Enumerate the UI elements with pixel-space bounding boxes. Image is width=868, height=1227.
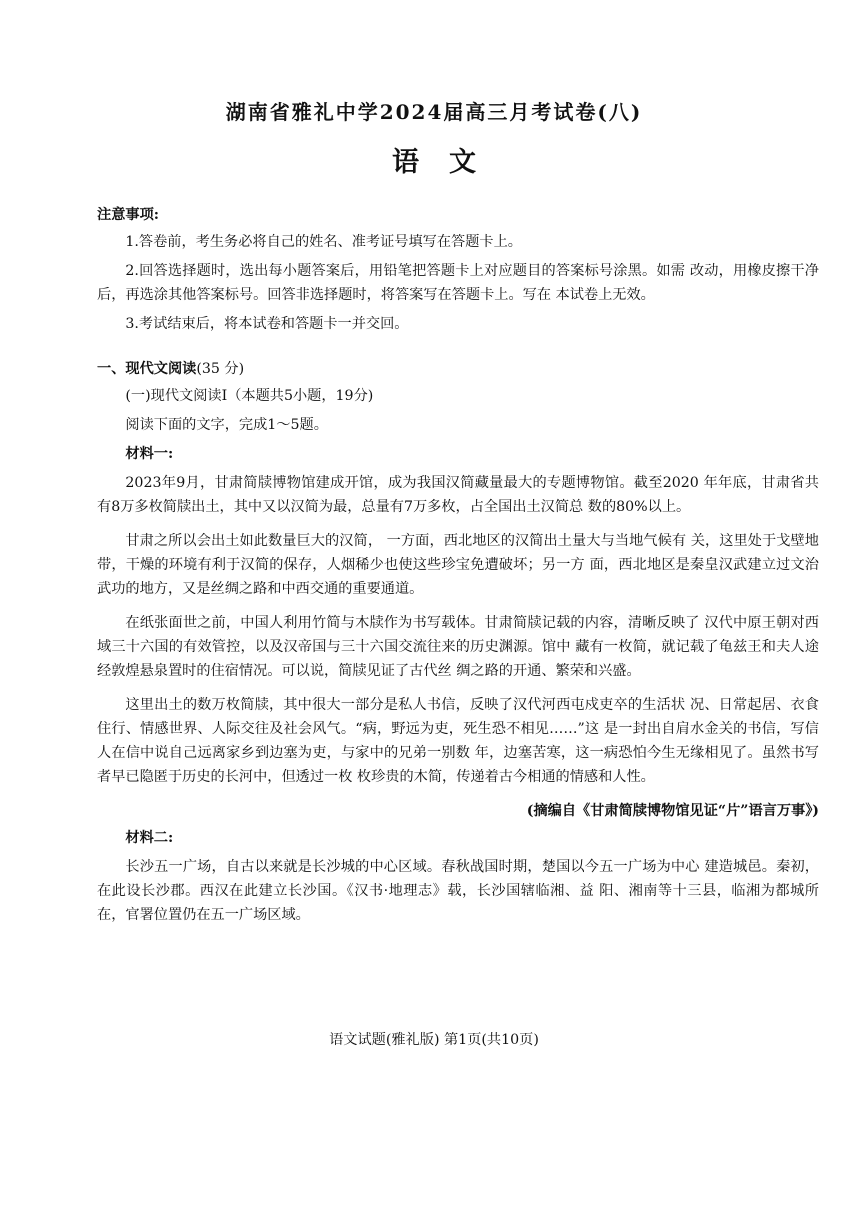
- exam-title: 湖南省雅礼中学2024届高三月考试卷(八): [225, 100, 643, 124]
- material1-paragraph: 甘肃之所以会出土如此数量巨大的汉简， 一方面，西北地区的汉简出土量大与当地气候有 关，这里处于戈壁地带，干燥的环境有利于汉简的保存，人烟稀少也使这些珍宝免遭破坏；另一方 面，西北地区是秦皇汉武建立过文治武功的地方，又是丝绸之路和中西交通的重要通道。: [97, 533, 819, 597]
- material2-heading: 材料二:: [125, 830, 174, 846]
- material1-paragraph: 这里出土的数万枚简牍，其中很大一部分是私人书信，反映了汉代河西屯戍吏卒的生活状 况、日常起居、衣食住行、情感世界、人际交往及社会风气。“病，野远为吏，死生恐不相见……”这 是一封出自肩水金关的书信，写信人在信中说自己远离家乡到边塞为吏，与家中的兄弟一别数 年，边塞苦寒，这一病恐怕今生无缘相见了。虽然书写者早已隐匿于历史的长河中，但透过一枚 枚珍贵的木简，传递着古今相通的情感和人性。: [97, 697, 819, 785]
- material1-paragraph: 2023年9月，甘肃简牍博物馆建成开馆，成为我国汉简藏量最大的专题博物馆。截至2020 年年底，甘肃省共有8万多枚简牍出土，其中又以汉简为最，总量有7万多枚，占全国出土汉简总 数的80%以上。: [97, 475, 819, 515]
- material1-heading: 材料一:: [125, 446, 174, 462]
- exam-content: [97, 203, 819, 937]
- notice-item: 2.回答选择题时，选出每小题答案后，用铅笔把答题卡上对应题目的答案标号涂黑。如需 改动，用橡皮擦干净后，再选涂其他答案标号。回答非选择题时，将答案写在答题卡上。写在 本试卷上无效。: [97, 263, 819, 303]
- section-heading: [97, 357, 819, 381]
- notice-item: 1.答卷前，考生务必将自己的姓名、准考证号填写在答题卡上。: [125, 234, 522, 250]
- section-title: 一、现代文阅读: [97, 361, 197, 377]
- material1-source: (摘编自《甘肃简牍博物馆见证“片”语言万事》): [526, 803, 819, 819]
- page-footer: 语文试题(雅礼版) 第1页(共10页): [329, 1032, 539, 1048]
- reading-section: [97, 357, 819, 927]
- material1-paragraph: 在纸张面世之前，中国人利用竹简与木牍作为书写载体。甘肃简牍记载的内容，清晰反映了 汉代中原王朝对西域三十六国的有效管控，以及汉帝国与三十六国交流往来的历史渊源。馆中 藏有一枚简，就记载了龟兹王和夫人途经敦煌悬泉置时的住宿情况。可以说，简牍见证了古代丝 绸之路的开通、繁荣和兴盛。: [97, 615, 819, 679]
- section-instruction: 阅读下面的文字，完成1～5题。: [125, 417, 328, 433]
- notice-item: 3.考试结束后，将本试卷和答题卡一并交回。: [125, 316, 409, 332]
- subject-title: 语文: [392, 147, 506, 178]
- notice-heading: 注意事项:: [97, 207, 159, 223]
- section-subheading: (一)现代文阅读I（本题共5小题，19分): [125, 388, 374, 404]
- material2-paragraph: 长沙五一广场，自古以来就是长沙城的中心区域。春秋战国时期，楚国以今五一广场为中心 建造城邑。秦初，在此设长沙郡。西汉在此建立长沙国。《汉书·地理志》载，长沙国辖临湘、益 阳、湘南等十三县，临湘为都城所在，官署位置仍在五一广场区域。: [97, 859, 819, 923]
- section-score: (35 分): [196, 361, 245, 377]
- notice-section: [97, 203, 819, 336]
